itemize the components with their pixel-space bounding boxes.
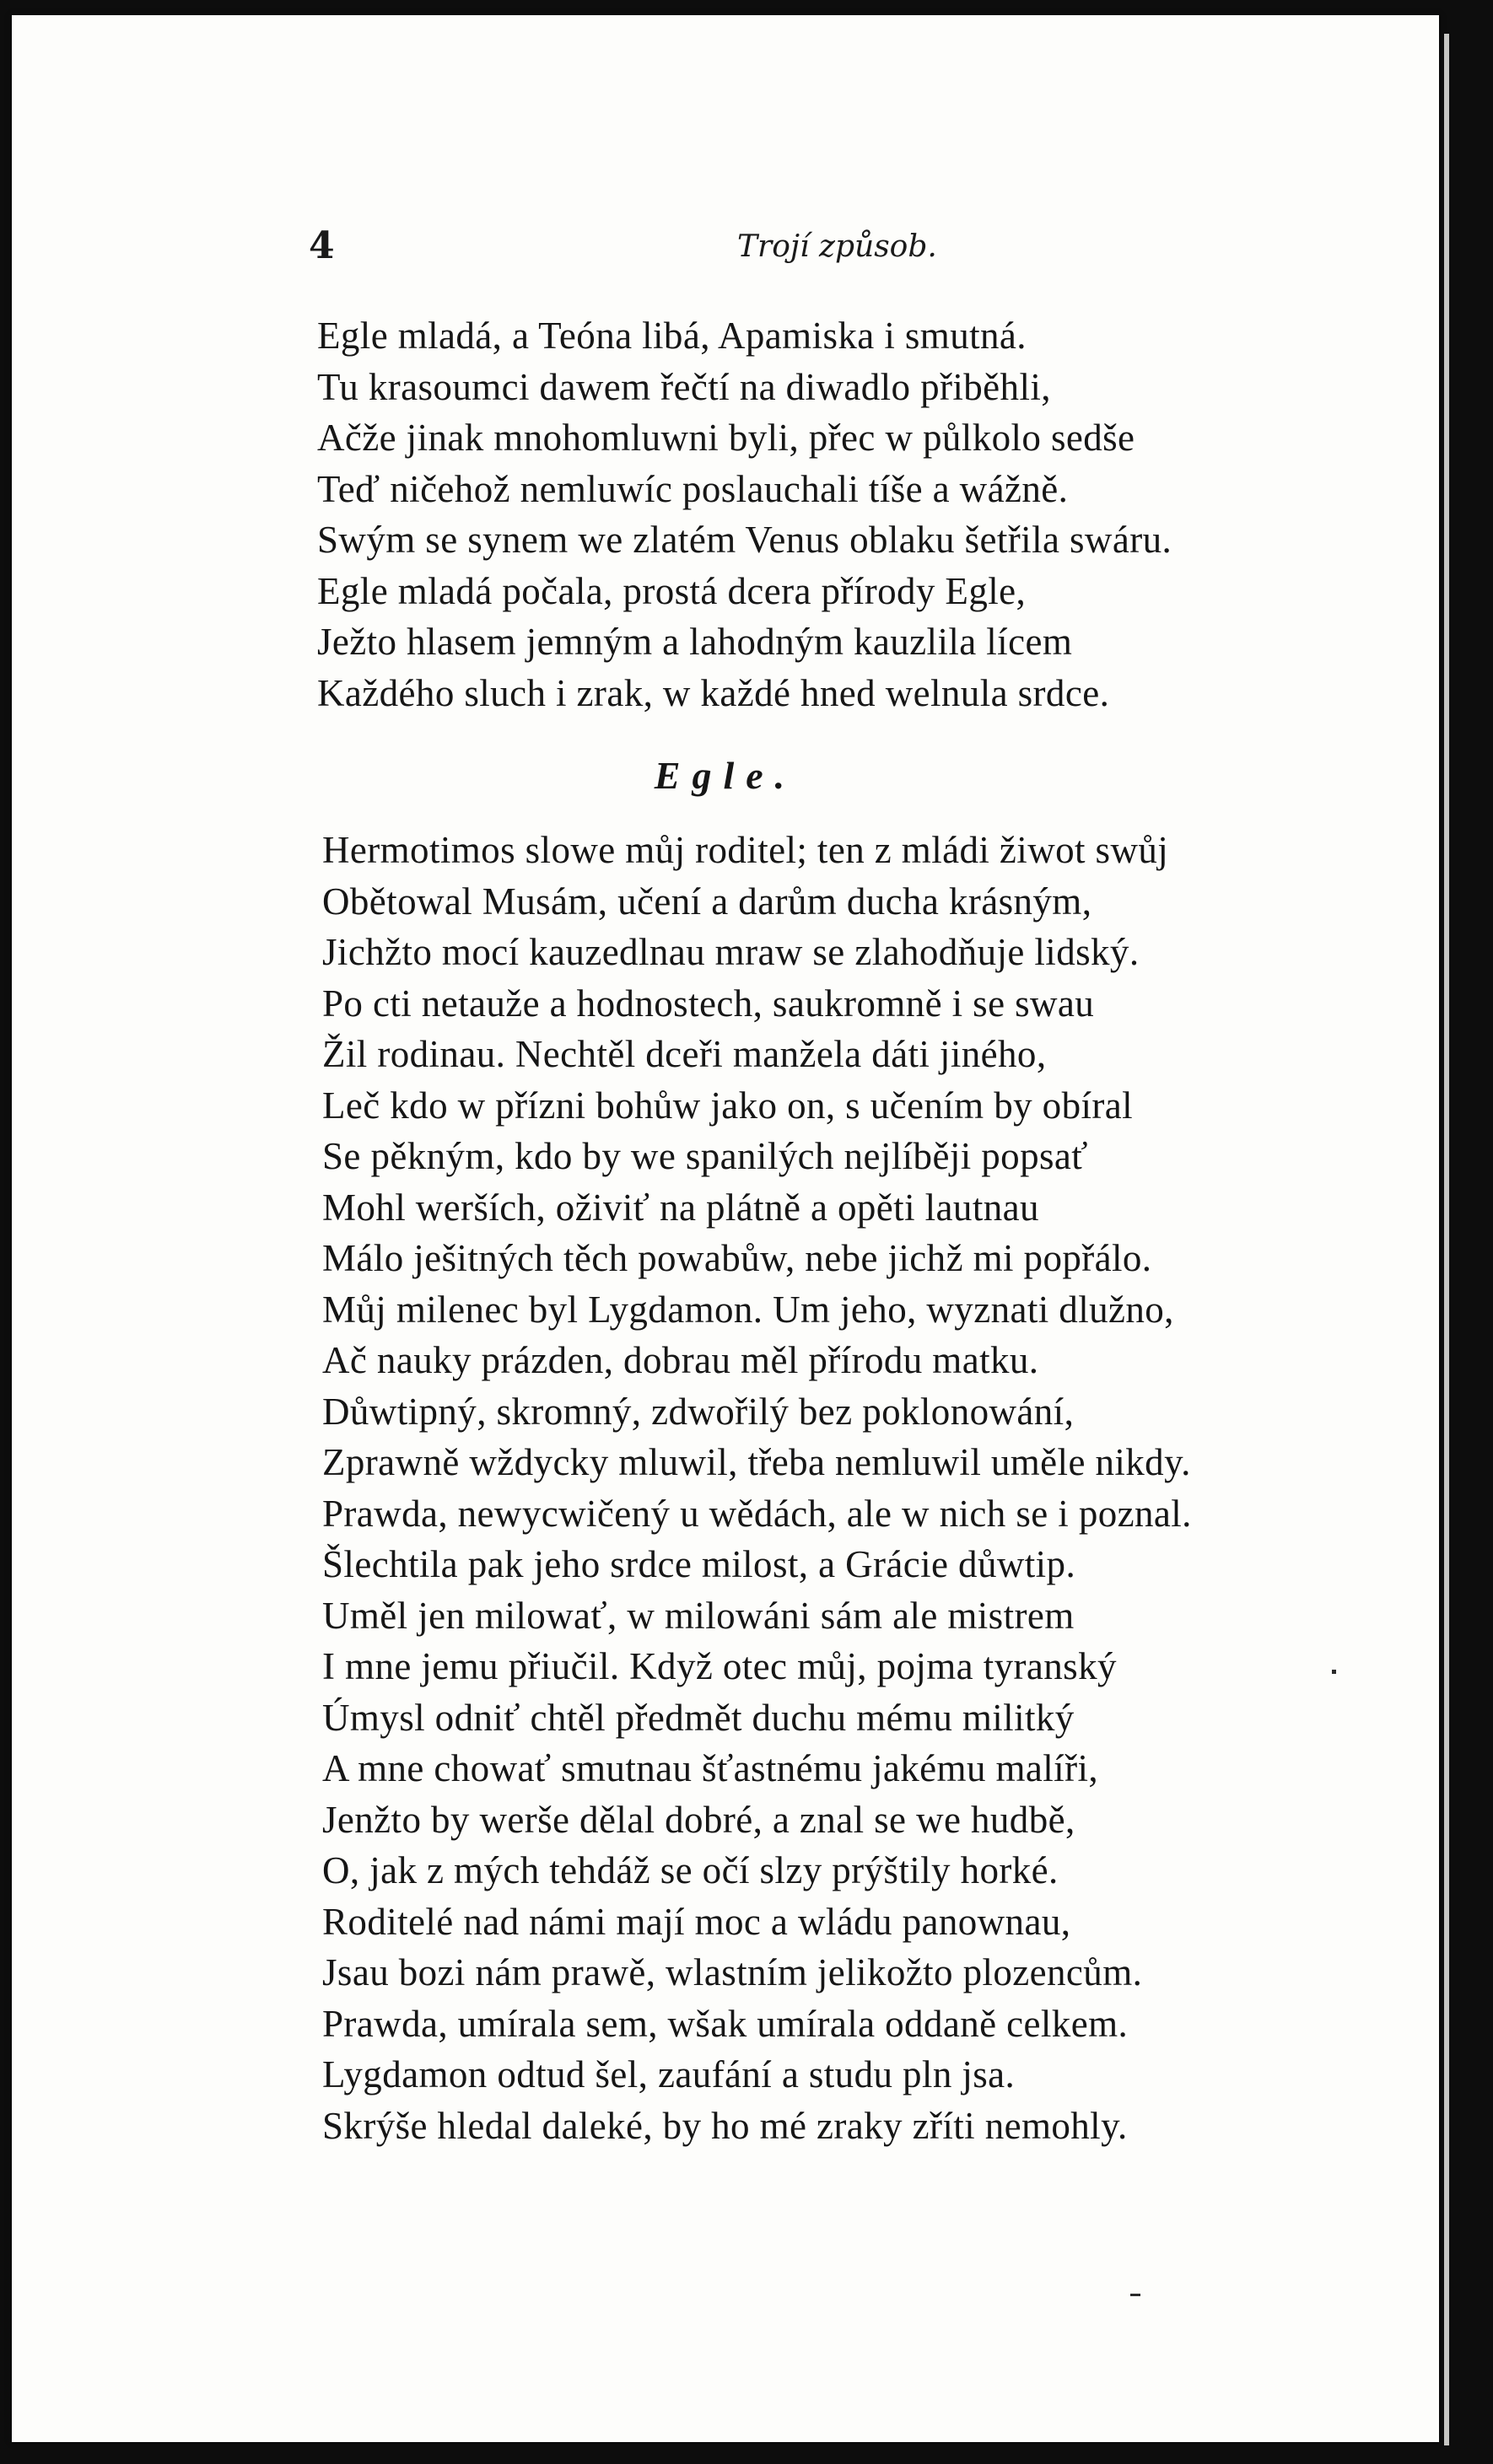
section-title: Egle.: [654, 754, 797, 797]
verse-line: Jsau bozi nám prawě, wlastním jelikožto plozencům.: [322, 1951, 1143, 1993]
verse-line: Ačže jinak mnohomluwni byli, přec w půlkolo sedše: [317, 417, 1135, 459]
verse-line: Uměl jen milowať, w milowáni sám ale mistrem: [322, 1594, 1075, 1637]
verse-line: Swým se synem we zlatém Venus oblaku šetřila swáru.: [317, 519, 1172, 561]
verse-line: Žil rodinau. Nechtěl dceři manžela dáti jiného,: [322, 1033, 1047, 1075]
verse-line: Ač nauky prázden, dobrau měl přírodu matku.: [322, 1339, 1039, 1381]
verse-line: Teď ničehož nemluwíc poslauchali tíše a wážně.: [317, 467, 1069, 510]
verse-line: Málo ješitných těch powabůw, nebe jichž mi popřálo.: [322, 1237, 1152, 1279]
verse-line: Hermotimos slowe můj roditel; ten z mládi žiwot swůj: [322, 829, 1169, 871]
page-number: 4: [309, 224, 335, 267]
verse-line: Mohl werších, oživiť na plátně a opěti lautnau: [322, 1186, 1039, 1229]
page-edge: [1444, 34, 1449, 2445]
verse-line: Šlechtila pak jeho srdce milost, a Grácie důwtip.: [322, 1543, 1076, 1585]
stray-mark: [1130, 2294, 1140, 2296]
verse-line: Prawda, umírala sem, wšak umírala oddaně celkem.: [322, 2002, 1129, 2045]
intro-verse: [317, 310, 1172, 718]
verse-line: Jenžto by werše dělal dobré, a znal se we hudbě,: [322, 1798, 1075, 1841]
verse-line: Lygdamon odtud šel, zaufání a studu pln jsa.: [322, 2053, 1016, 2095]
verse-line: Každého sluch i zrak, w každé hned welnula srdce.: [317, 671, 1110, 714]
verse-line: Důwtipný, skromný, zdwořilý bez poklonowání,: [322, 1390, 1075, 1433]
verse-line: Ježto hlasem jemným a lahodným kauzlila lícem: [317, 621, 1073, 663]
verse-line: O, jak z mých tehdáž se očí slzy prýštily horké.: [322, 1849, 1059, 1891]
verse-line: Skrýše hledal daleké, by ho mé zraky zříti nemohly.: [322, 2104, 1128, 2147]
running-title: Trojí způsob.: [737, 229, 937, 264]
verse-line: Roditelé nad námi mají moc a wládu panownau,: [322, 1900, 1071, 1943]
verse-line: Tu krasoumci dawem řečtí na diwadlo přiběhli,: [317, 365, 1051, 408]
verse-line: Zprawně wždycky mluwil, třeba nemluwil uměle nikdy.: [322, 1441, 1191, 1483]
verse-line: Po cti netauže a hodnostech, saukromně i se swau: [322, 982, 1095, 1025]
verse-line: Prawda, newycwičený u wědách, ale w nich se i poznal.: [322, 1492, 1192, 1535]
verse-line: Úmysl odniť chtěl předmět duchu mému militký: [322, 1696, 1075, 1739]
verse-line: Můj milenec byl Lygdamon. Um jeho, wyznati dlužno,: [322, 1288, 1174, 1331]
speech-verse: [322, 825, 1192, 2151]
verse-line: Se pěkným, kdo by we spanilých nejlíběji popsať: [322, 1135, 1088, 1177]
verse-line: Obětowal Musám, učení a darům ducha krásným,: [322, 880, 1092, 923]
verse-line: A mne chowať smutnau šťastnému jakému malíři,: [322, 1747, 1099, 1789]
verse-line: Jichžto mocí kauzedlnau mraw se zlahodňuje lidský.: [322, 931, 1140, 973]
verse-line: Leč kdo w přízni bohůw jako on, s učením by obíral: [322, 1084, 1134, 1127]
verse-line: Egle mladá, a Teóna libá, Apamiska i smutná.: [317, 315, 1027, 357]
verse-line: I mne jemu přiučil. Když otec můj, pojma tyranský: [322, 1645, 1117, 1687]
verse-line: Egle mladá počala, prostá dcera přírody Egle,: [317, 569, 1027, 612]
stray-mark: [1332, 1670, 1336, 1674]
page-header: [12, 224, 1439, 275]
book-page: [12, 15, 1439, 2442]
